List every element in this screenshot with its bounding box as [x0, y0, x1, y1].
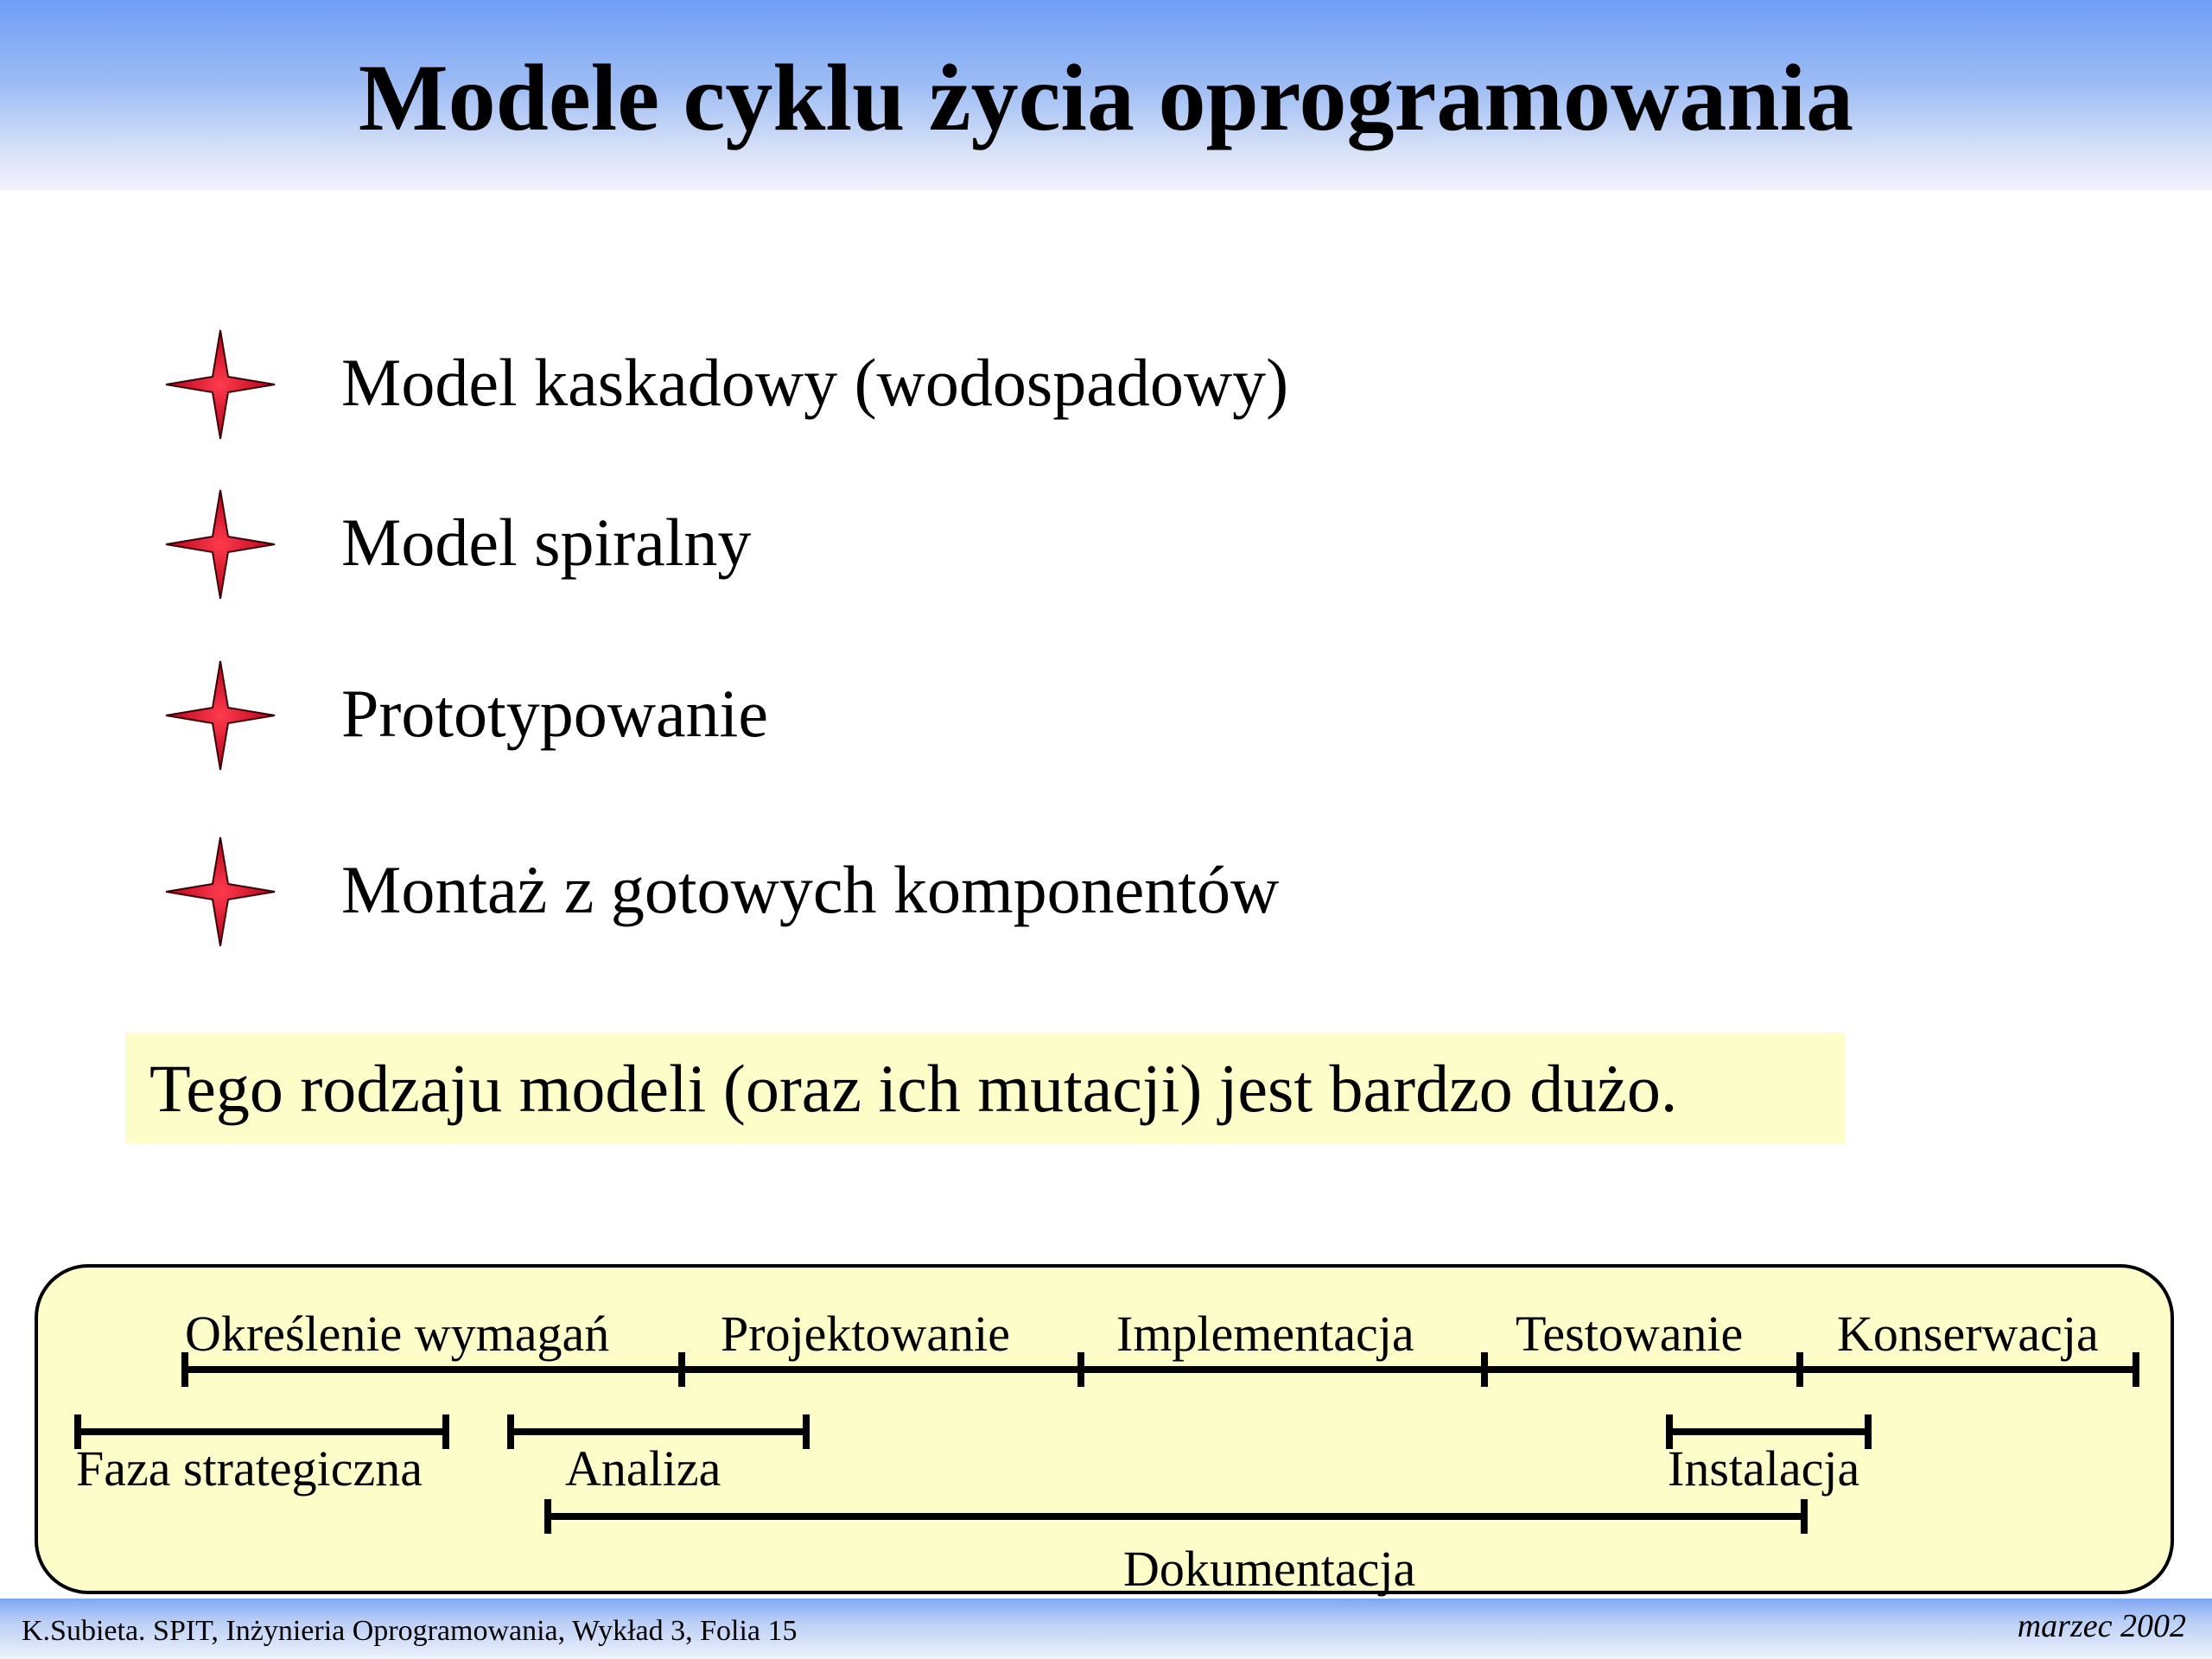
footer-credit: K.Subieta. SPIT, Inżynieria Oprogramowania, Wykład 3, Folia 15 [22, 1615, 798, 1647]
phase-label: Określenie wymagań [185, 1306, 610, 1362]
footer-date: marzec 2002 [2017, 1608, 2186, 1644]
bullet-item [164, 328, 1719, 458]
bullet-item [164, 836, 1719, 965]
slide-title: Modele cyklu życia oprogramowania [358, 45, 1854, 150]
bullet-text: Prototypowanie [341, 676, 768, 751]
phase-label: Testowanie [1516, 1306, 1744, 1362]
phase-label: Konserwacja [1837, 1306, 2099, 1362]
bullet-item [164, 488, 1719, 618]
analysis-label: Analiza [565, 1440, 721, 1497]
bullet-text: Model spiralny [341, 505, 752, 580]
red-star-icon [164, 328, 276, 441]
bullet-item [164, 659, 1719, 789]
red-star-icon [164, 488, 276, 601]
phase-label: Implementacja [1116, 1306, 1414, 1362]
note-text: Tego rodzaju modeli (oraz ich mutacji) jest bardzo dużo. [149, 1051, 1678, 1126]
strategy-label: Faza strategiczna [76, 1440, 423, 1497]
documentation-label: Dokumentacja [1123, 1541, 1416, 1597]
phase-label: Projektowanie [721, 1306, 1011, 1362]
phase-diagram [35, 1264, 2174, 1597]
red-star-icon [164, 836, 276, 948]
red-star-icon [164, 659, 276, 772]
note-box [125, 1033, 1845, 1143]
bullet-text: Model kaskadowy (wodospadowy) [341, 345, 1289, 420]
bullet-text: Montaż z gotowych komponentów [341, 852, 1280, 927]
installation-label: Instalacja [1668, 1440, 1860, 1497]
